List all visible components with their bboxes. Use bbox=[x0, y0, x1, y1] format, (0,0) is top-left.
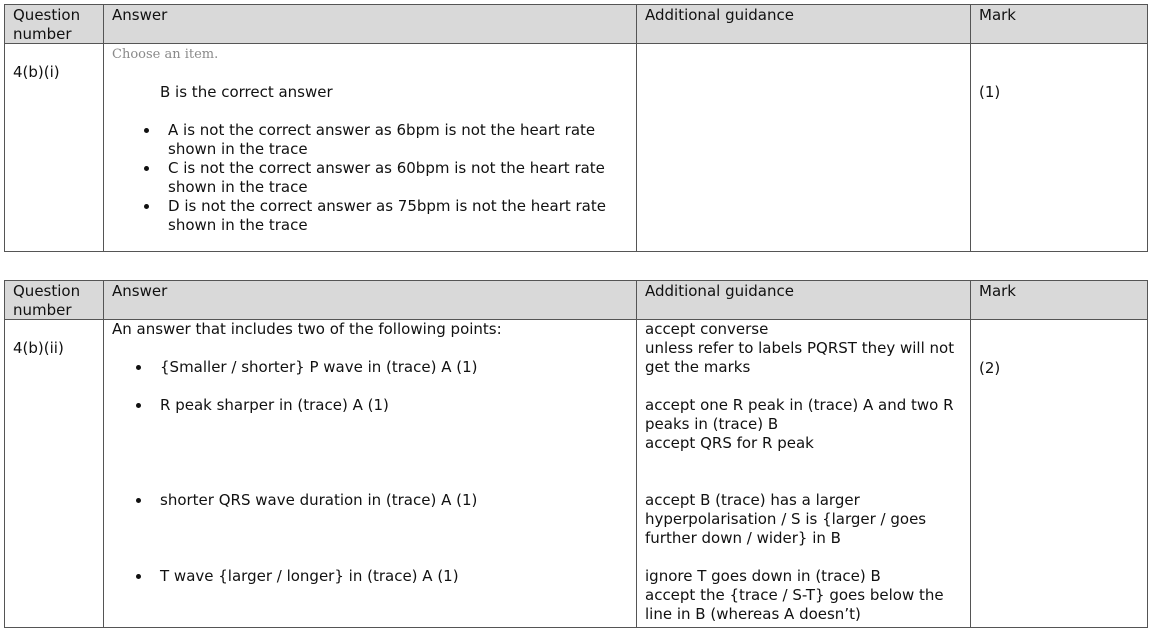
header-additional-guidance: Additional guidance bbox=[636, 4, 970, 43]
guidance-text: unless refer to labels PQRST they will not get the marks bbox=[645, 339, 955, 376]
answer-point bbox=[104, 567, 636, 586]
incorrect-answers-list bbox=[112, 121, 628, 235]
guidance-cell bbox=[636, 319, 970, 628]
question-number-cell: 4(b)(ii) bbox=[4, 319, 103, 628]
header-mark: Mark bbox=[970, 4, 1148, 43]
header-question-number: Question number bbox=[4, 280, 103, 319]
header-answer: Answer bbox=[103, 4, 636, 43]
question-number-cell: 4(b)(i) bbox=[4, 43, 103, 252]
mark-cell: (2) bbox=[970, 319, 1148, 628]
list-item: D is not the correct answer as 75bpm is not the heart rate shown in the trace bbox=[112, 197, 628, 235]
list-item: R peak sharper in (trace) A (1) bbox=[104, 396, 636, 415]
list-item: shorter QRS wave duration in (trace) A (1) bbox=[104, 491, 636, 510]
list-item: {Smaller / shorter} P wave in (trace) A (1) bbox=[104, 358, 636, 377]
guidance-text: accept the {trace / S-T} goes below the line in B (whereas A doesn’t) bbox=[645, 586, 944, 623]
mark-cell: (1) bbox=[970, 43, 1148, 252]
guidance-text: accept B (trace) has a larger hyperpolarisation / S is {larger / goes further down / wider} in B bbox=[645, 491, 927, 547]
choose-item-dropdown[interactable]: Choose an item. bbox=[112, 47, 219, 62]
answer-point bbox=[104, 491, 636, 510]
header-mark: Mark bbox=[970, 280, 1148, 319]
list-item: C is not the correct answer as 60bpm is not the heart rate shown in the trace bbox=[112, 159, 628, 197]
list-item: T wave {larger / longer} in (trace) A (1) bbox=[104, 567, 636, 586]
answer-intro: An answer that includes two of the following points: bbox=[112, 320, 502, 338]
answer-cell bbox=[103, 319, 636, 628]
answer-point bbox=[104, 358, 636, 377]
guidance-text: accept converse bbox=[645, 320, 769, 338]
header-additional-guidance: Additional guidance bbox=[636, 280, 970, 319]
guidance-cell bbox=[636, 43, 970, 252]
guidance-text: accept one R peak in (trace) A and two R peaks in (trace) B bbox=[645, 396, 954, 433]
guidance-text: ignore T goes down in (trace) B bbox=[645, 567, 881, 585]
question-table-4bi bbox=[4, 4, 1148, 252]
header-answer: Answer bbox=[103, 280, 636, 319]
correct-answer-text: B is the correct answer bbox=[160, 83, 333, 101]
guidance-text: accept QRS for R peak bbox=[645, 434, 814, 452]
answer-cell bbox=[103, 43, 636, 252]
answer-point bbox=[104, 396, 636, 415]
header-question-number: Question number bbox=[4, 4, 103, 43]
list-item: A is not the correct answer as 6bpm is not the heart rate shown in the trace bbox=[112, 121, 628, 159]
question-table-4bii bbox=[4, 280, 1148, 628]
